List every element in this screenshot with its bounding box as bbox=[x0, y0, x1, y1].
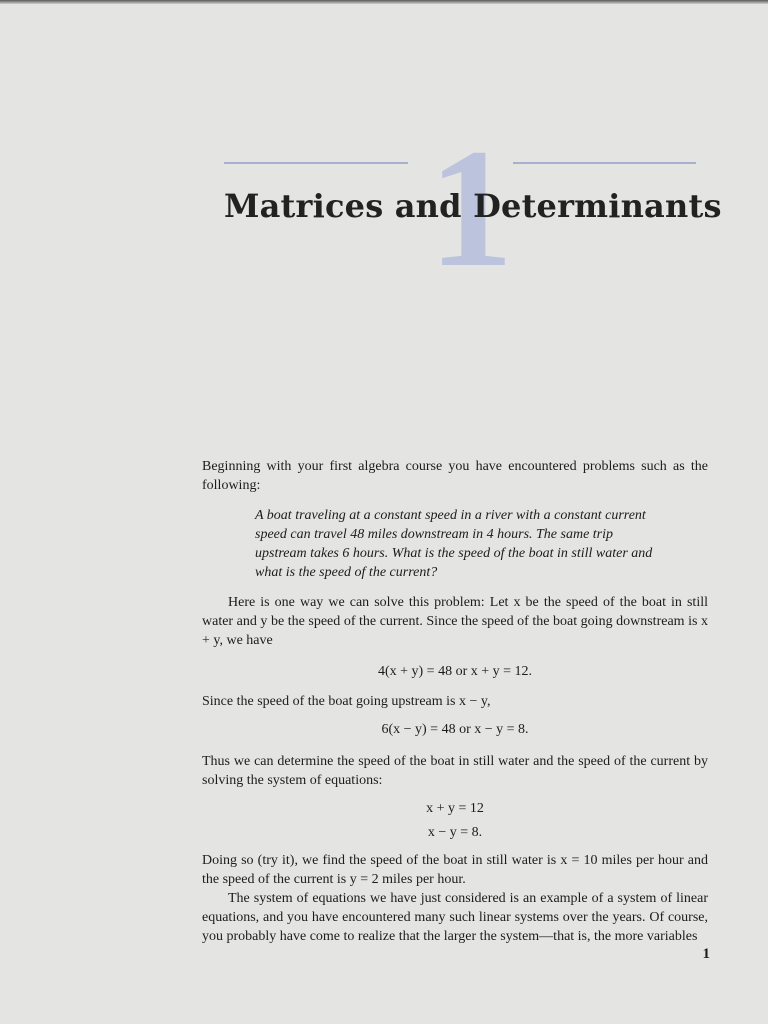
chapter-title: Matrices and Determinants bbox=[224, 187, 722, 225]
paragraph-linear-systems: The system of equations we have just considered is an example of a system of linear equations, and you have encountered many such linear systems over the years. Of course, you probably have come to realize that the larger the system—that is, the more variables bbox=[202, 891, 708, 944]
problem-quote: A boat traveling at a constant speed in a river with a constant current speed can travel 48 miles downstream in 4 hours. The same trip upstream takes 6 hours. What is the speed of the boat in still water and what is the speed of the current? bbox=[255, 508, 653, 580]
paragraph-result: Doing so (try it), we find the speed of the boat in still water is x = 10 miles per hour and the speed of the current is y = 2 miles per hour. bbox=[202, 853, 708, 887]
chapter-number: 1 bbox=[428, 114, 514, 302]
equation-upstream: 6(x − y) = 48 or x − y = 8. bbox=[381, 722, 529, 737]
paragraph-solution: Here is one way we can solve this problem: Let x be the speed of the boat in still water and y be the speed of the current. Since the speed of the boat going downstream is x + y, we have bbox=[202, 595, 708, 648]
paragraph-system: Thus we can determine the speed of the boat in still water and the speed of the current by solving the system of equations: bbox=[202, 754, 708, 788]
page-number: 1 bbox=[702, 946, 710, 962]
paragraph-upstream: Since the speed of the boat going upstream is x − y, bbox=[202, 694, 491, 709]
chapter-rule-left bbox=[224, 162, 408, 164]
paragraph-intro: Beginning with your first algebra course you have encountered problems such as the following: bbox=[202, 459, 708, 493]
chapter-rule-right bbox=[513, 162, 696, 164]
page-top-edge bbox=[0, 0, 768, 4]
equation-downstream: 4(x + y) = 48 or x + y = 12. bbox=[377, 664, 533, 679]
system-equation-1: x + y = 12 bbox=[426, 801, 484, 816]
system-equation-2: x − y = 8. bbox=[427, 825, 483, 840]
